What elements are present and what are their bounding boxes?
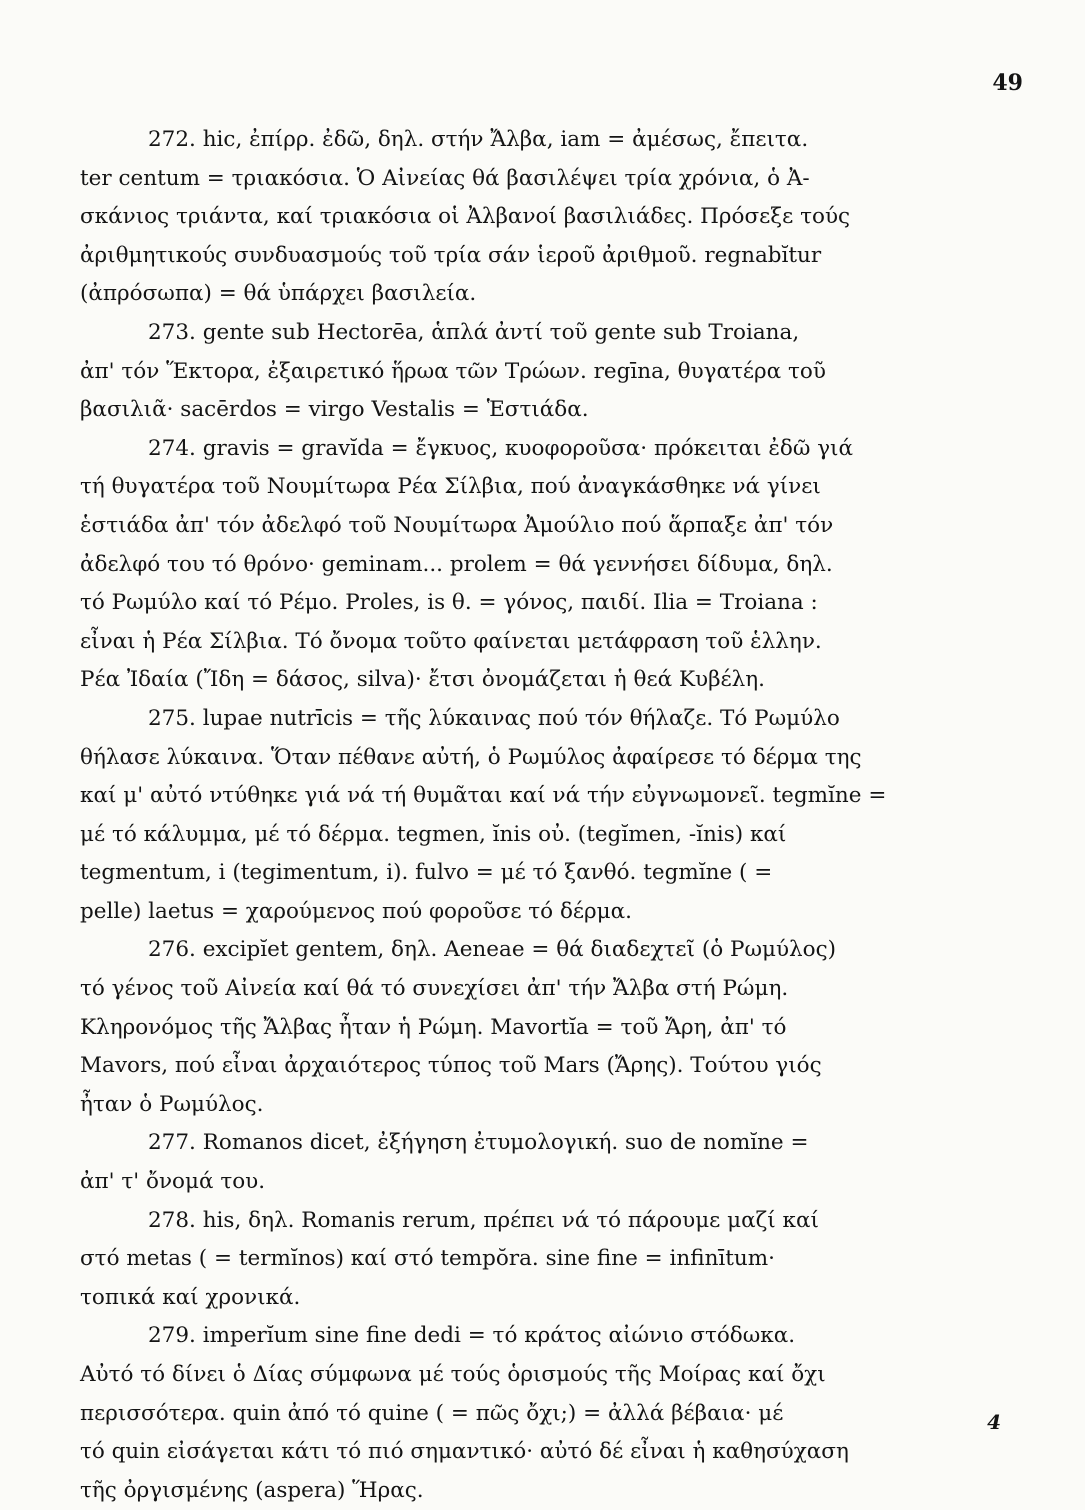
text-line: 272. hic, ἐπίρρ. ἐδῶ, δηλ. στήν Ἄλβα, iam = ἀμέσως, ἔπειτα. xyxy=(148,127,809,152)
text-line: στό metas ( = termĭnos) καί στό tempŏra. sine fine = infinītum· xyxy=(80,1246,776,1272)
text-line: 278. his, δηλ. Romanis rerum, πρέπει νά τό πάρουμε μαζί καί xyxy=(148,1207,819,1233)
text-line: (ἀπρόσωπα) = θά ὑπάρχει βασιλεία. xyxy=(80,281,477,307)
text-line: ἀδελφό του τό θρόνο· geminam... prolem = θά γεννήσει δίδυμα, δηλ. xyxy=(80,551,833,577)
note-277 xyxy=(80,1124,1020,1201)
text-line: τή θυγατέρα τοῦ Νουμίτωρα Ρέα Σίλβια, πού ἀναγκάσθηκε νά γίνει xyxy=(80,474,821,500)
note-278 xyxy=(80,1202,1020,1318)
text-line: σκάνιος τριάντα, καί τριακόσια οἱ Ἀλβανοί βασιλιάδες. Πρόσεξε τούς xyxy=(80,204,851,230)
text-line: 277. Romanos dicet, ἐξήγηση ἐτυμολογική. suo de nomĭne = xyxy=(148,1130,809,1156)
note-274 xyxy=(80,430,1020,700)
text-line: tegmentum, i (tegimentum, i). fulvo = μέ τό ξανθό. tegmĭne ( = xyxy=(80,860,773,886)
text-line: τῆς ὀργισμένης (aspera) Ἥρας. xyxy=(80,1477,424,1503)
note-276 xyxy=(80,931,1020,1124)
commentary-text xyxy=(80,121,1020,1510)
text-line: ἀριθμητικούς συνδυασμούς τοῦ τρία σάν ἱεροῦ ἀριθμοῦ. regnabĭtur xyxy=(80,242,822,268)
text-line: 273. gente sub Hectorēa, ἁπλά ἀντί τοῦ gente sub Troiana, xyxy=(148,319,800,345)
text-line: βασιλιᾶ· sacērdos = virgo Vestalis = Ἑστιάδα. xyxy=(80,397,589,423)
text-line: τό γένος τοῦ Αἰνεία καί θά τό συνεχίσει ἀπ' τήν Ἄλβα στή Ρώμη. xyxy=(80,976,789,1002)
text-line: 275. lupae nutrīcis = τῆς λύκαινας πού τόν θήλαζε. Τό Ρωμύλο xyxy=(148,705,840,731)
text-line: μέ τό κάλυμμα, μέ τό δέρμα. tegmen, ĭnis οὐ. (tegĭmen, -ĭnis) καί xyxy=(80,821,787,847)
page-number: 49 xyxy=(992,70,1023,96)
text-line: ἑστιάδα ἀπ' τόν ἀδελφό τοῦ Νουμίτωρα Ἀμούλιο πού ἅρπαξε ἀπ' τόν xyxy=(80,512,834,538)
text-line: ἦταν ὁ Ρωμύλος. xyxy=(80,1091,264,1117)
text-line: ter centum = τριακόσια. Ὁ Αἰνείας θά βασιλέψει τρία χρόνια, ὁ Ἀ- xyxy=(80,165,810,191)
note-275 xyxy=(80,700,1020,932)
text-line: τοπικά καί χρονικά. xyxy=(80,1284,301,1310)
text-line: 274. gravis = gravĭda = ἔγκυος, κυοφοροῦσα· πρόκειται ἐδῶ γιά xyxy=(148,435,854,461)
text-line: θήλασε λύκαινα. Ὅταν πέθανε αὐτή, ὁ Ρωμύλος ἀφαίρεσε τό δέρμα της xyxy=(80,744,862,770)
text-line: τό Ρωμύλο καί τό Ρέμο. Proles, is θ. = γόνος, παιδί. Ilia = Troiana : xyxy=(80,590,818,616)
note-279 xyxy=(80,1317,1020,1510)
text-line: ἀπ' τ' ὄνομά του. xyxy=(80,1169,266,1195)
text-line: Κληρονόμος τῆς Ἄλβας ἦταν ἡ Ρώμη. Mavortĭa = τοῦ Ἄρη, ἀπ' τό xyxy=(80,1014,787,1040)
text-line: Αὐτό τό δίνει ὁ Δίας σύμφωνα μέ τούς ὁρισμούς τῆς Μοίρας καί ὄχι xyxy=(80,1362,826,1387)
text-line: ἀπ' τόν Ἕκτορα, ἐξαιρετικό ἥρωα τῶν Τρώων. regīna, θυγατέρα τοῦ xyxy=(80,358,826,384)
signature-mark: 4 xyxy=(987,1410,1001,1434)
text-line: περισσότερα. quin ἀπό τό quine ( = πῶς ὄχι;) = ἀλλά βέβαια· μέ xyxy=(80,1400,784,1426)
text-line: 276. excipĭet gentem, δηλ. Aeneae = θά διαδεχτεῖ (ὁ Ρωμύλος) xyxy=(148,937,837,963)
text-line: εἶναι ἡ Ρέα Σίλβια. Τό ὄνομα τοῦτο φαίνεται μετάφραση τοῦ ἑλλην. xyxy=(80,628,822,654)
text-line: 279. imperĭum sine fine dedi = τό κράτος αἰώνιο στόδωκα. xyxy=(148,1323,796,1349)
note-273 xyxy=(80,314,1020,430)
note-272 xyxy=(80,121,1020,314)
text-line: pelle) laetus = χαρούμενος πού φοροῦσε τό δέρμα. xyxy=(80,898,633,924)
text-line: καί μ' αὐτό ντύθηκε γιά νά τή θυμᾶται καί νά τήν εὐγνωμονεῖ. tegmĭne = xyxy=(80,783,887,809)
text-line: τό quin εἰσάγεται κάτι τό πιό σημαντικό· αὐτό δέ εἶναι ἡ καθησύχαση xyxy=(80,1439,849,1465)
text-line: Ρέα Ἰδαία (Ἴδη = δάσος, silva)· ἔτσι ὀνομάζεται ἡ θεά Κυβέλη. xyxy=(80,667,765,693)
text-line: Mavors, πού εἶναι ἀρχαιότερος τύπος τοῦ Mars (Ἄρης). Τούτου γιός xyxy=(80,1053,822,1079)
